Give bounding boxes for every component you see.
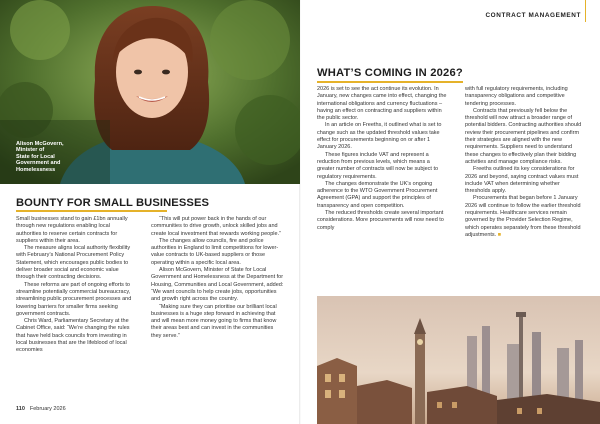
photo-caption — [16, 141, 86, 173]
paragraph: “Making sure they can prioritise our brilliant local businesses is a huge step forward in achieving that and will mean more money going to firms that know their areas best and can invest in the communities they serve.” — [151, 303, 277, 339]
paragraph: Chris Ward, Parliamentary Secretary at the Cabinet Office, said: “We’re changing the rules that have held back councils from investing in local businesses that are the lifeblood of local economies — [16, 318, 130, 354]
end-mark-icon: ■ — [497, 231, 502, 238]
london-skyline-photo — [317, 296, 600, 424]
paragraph: The measure aligns local authority flexibility with February’s National Procurement Policy Statement, which encourages public bodies to deliver broader social and economic value through their contracting decisions. — [16, 245, 131, 281]
paragraph: Freeths outlined its key considerations for 2026 and beyond, saying contract values must include VAT when determining whether thresholds apply. — [465, 166, 579, 195]
page-number: 110 — [16, 406, 25, 412]
caption-line: Alison McGovern, — [16, 141, 64, 147]
caption-line: Minister of — [16, 147, 45, 154]
headline-rule — [16, 210, 167, 212]
caption-line: Homelessness — [16, 166, 56, 173]
paragraph: The reduced thresholds create several important considerations. More procurements will now need to comply — [317, 210, 444, 231]
paragraph: The changes demonstrate the UK’s ongoing adherence to the WTO Government Procurement Agreement (GPA) and support the principles of transparency and open competition. — [317, 180, 438, 209]
paragraph: These figures include VAT and represent a reduction from previous levels, which means a greater number of contracts will now be subject to regulatory requirements. — [317, 151, 439, 180]
paragraph: In an article on Freeths, it outlined what is set to change such as the updated threshold values take effect for procurements beginning on or after 1 January 2026. — [317, 122, 442, 151]
paragraph: with full regulatory requirements, including transparency obligations and competitive tendering processes. — [465, 86, 568, 107]
paragraph: Small businesses stand to gain £1bn annually through new regulations enabling local authorities to reserve certain contracts for suppliers within their area. — [16, 216, 128, 244]
corner-accent-bar — [585, 0, 587, 22]
paragraph: “This will put power back in the hands of our communities to drive growth, unlock skilled jobs and create local investment that rewards working people.” — [151, 216, 281, 237]
article-headline: WHAT’S COMING IN 2026? — [317, 67, 463, 79]
article-column-3 — [317, 86, 448, 232]
section-label: CONTRACT MANAGEMENT — [485, 12, 581, 19]
article-column-4 — [465, 86, 586, 239]
paragraph-text: Procurements that began before 1 January 2026 will continue to follow the earlier threshold requirements. Healthcare services remain governed by the Provider Selection Regime, which operates separately from these threshold adjustments. — [465, 195, 581, 238]
paragraph: The changes allow councils, fire and police authorities in England to limit competitions for lower-value contracts to UK-based suppliers or those operating within a specific local area. — [151, 237, 279, 266]
article-headline: BOUNTY FOR SMALL BUSINESSES — [16, 197, 210, 209]
article-column-2 — [151, 216, 285, 340]
caption-line: Government and — [16, 160, 61, 167]
paragraph — [465, 195, 586, 239]
article-column-1 — [16, 216, 135, 355]
caption-line: State for Local — [16, 153, 55, 160]
headline-rule — [317, 81, 463, 83]
page-folio — [16, 406, 66, 412]
paragraph: These reforms are part of ongoing efforts to streamline potentially commercial bureaucracy, streamlining public procurement processes and lowering barriers for smaller firms seeking government contracts. — [16, 281, 132, 317]
issue-date: February 2026 — [29, 406, 66, 412]
paragraph: Contracts that previously fell below the threshold will now attract a broader range of potential bidders. Contracting authorities should review their procurement pipelines and confirm their strategies are aligned with the new requirements. Suppliers need to understand these changes to effectively plan their bidding activities and manage compliance risks. — [465, 107, 582, 165]
paragraph: Alison McGovern, Minister of State for Local Government and Homelessness at the Department for Housing, Communities and Local Government, added: “We want councils to help create jobs, opportunities and growth right across the country. — [151, 267, 284, 303]
paragraph: 2026 is set to see the act continue its evolution. In January, new changes came into effect, changing the international obligations and currency fluctuations – having an effect on contracting and suppliers within the public sector. — [317, 86, 447, 122]
